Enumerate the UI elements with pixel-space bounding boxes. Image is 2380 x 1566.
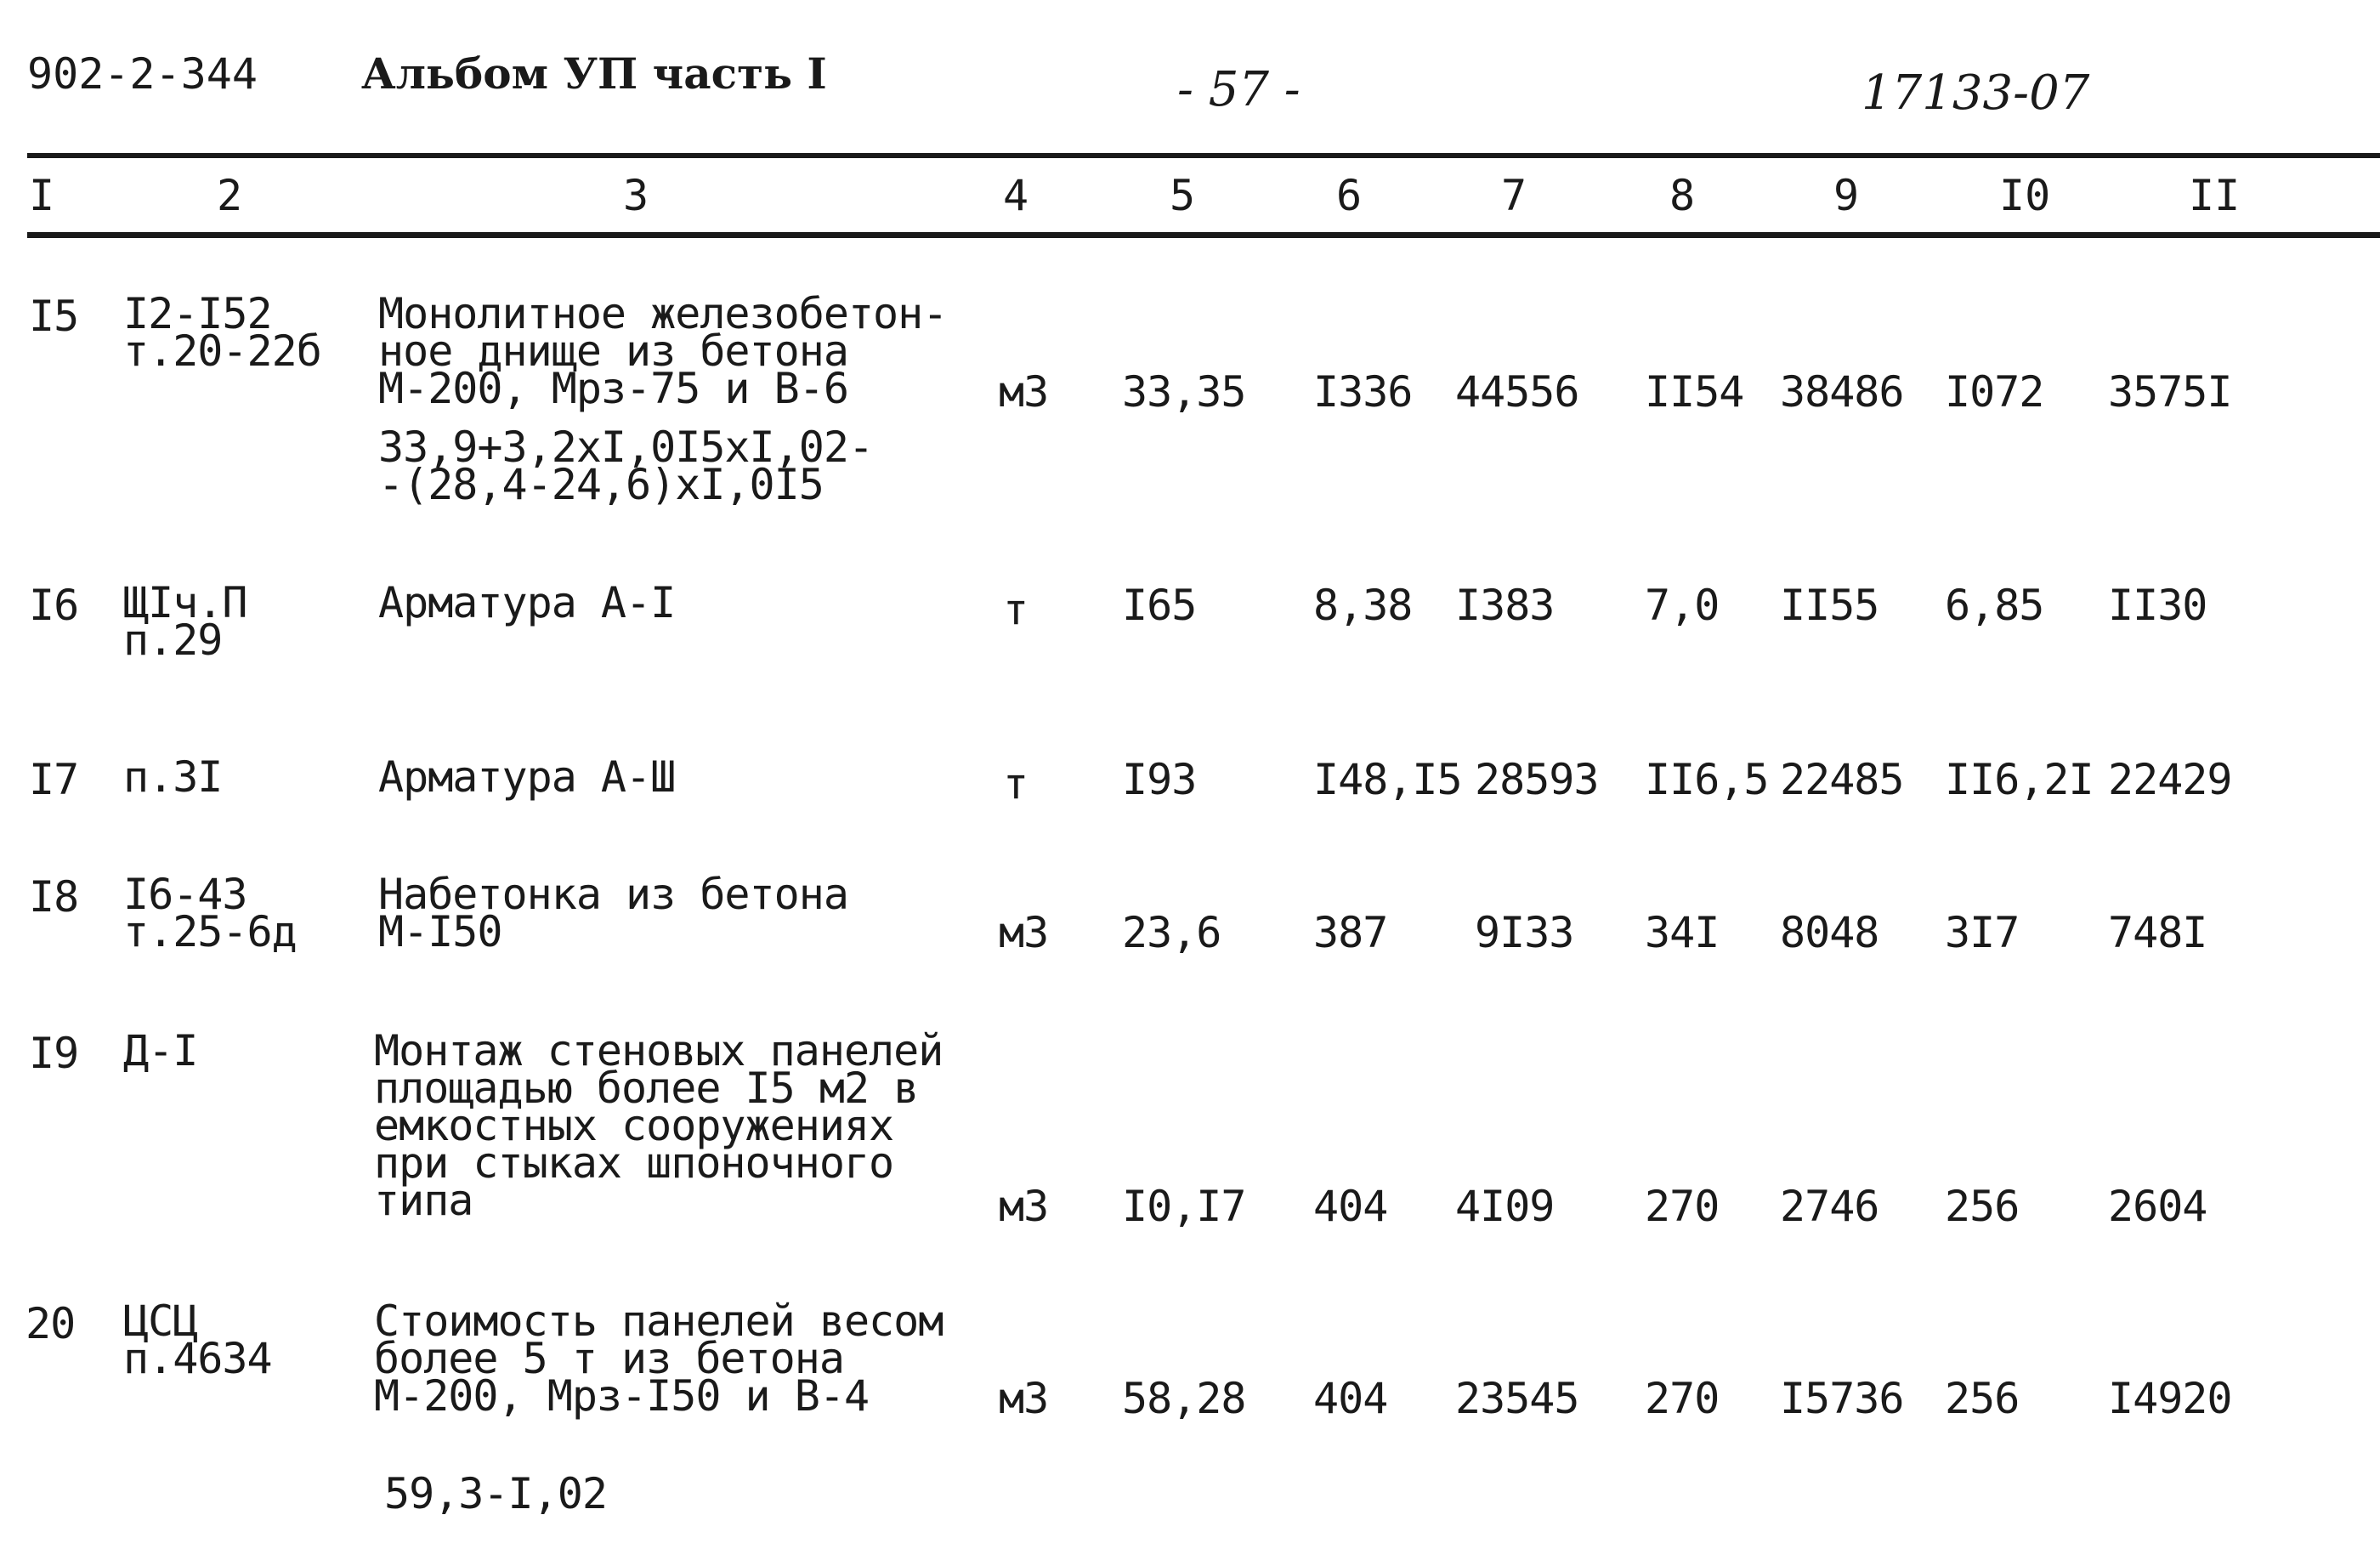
row-number: 20 [26,1299,76,1348]
cell-col8: 7,0 [1645,581,1720,630]
column-header: 3 [623,171,649,220]
top-rule [27,153,2380,158]
column-header: 2 [217,171,243,220]
quantity: I0,I7 [1122,1182,1246,1231]
cell-col7: 23545 [1455,1374,1579,1423]
cell-col8: 34I [1645,908,1720,957]
cell-col7: 44556 [1455,367,1579,417]
unit: м3 [999,1182,1049,1231]
column-header: 6 [1336,171,1363,220]
cell-col8: 270 [1645,1182,1720,1231]
cell-col9: 38486 [1780,367,1904,417]
cell-col11: 3575I [2108,367,2232,417]
column-header: 8 [1669,171,1696,220]
cell-col8: II6,5 [1645,755,1769,804]
norm-code: Д-I [123,1026,198,1075]
unit: м3 [999,1374,1049,1423]
column-header: 5 [1170,171,1196,220]
unit: м3 [999,908,1049,957]
cell-col11: 748I [2108,908,2207,957]
cell-col8: 270 [1645,1374,1720,1423]
quantity-calculation: 33,9+3,2хI,0I5хI,02- -(28,4-24,6)хI,0I5 [378,423,874,509]
column-header: II [2189,171,2241,220]
unit: т [1003,585,1028,634]
quantity-calculation: 59,3-I,02 [384,1469,607,1518]
norm-code: п.3I [123,752,223,802]
work-description: Стоимость панелей весом более 5 т из бетона М-200, Мрз-I50 и В-4 [374,1296,944,1421]
cell-col11: I4920 [2108,1374,2232,1423]
cell-col7: 9I33 [1475,908,1574,957]
cell-col6: 404 [1313,1182,1388,1231]
norm-code: I6-43 т.25-6д [123,870,297,956]
work-description: Набетонка из бетона М-I50 [378,870,848,956]
cell-col10: I072 [1945,367,2044,417]
column-header: I0 [1999,171,2051,220]
cell-col10: 256 [1945,1182,2020,1231]
cell-col8: II54 [1645,367,1744,417]
cell-col11: 22429 [2108,755,2232,804]
work-description: Арматура А-I [378,578,676,627]
norm-code: I2-I52 т.20-22б [123,289,321,376]
cell-col10: 256 [1945,1374,2020,1423]
album-title: Альбом УП часть I [361,48,827,99]
column-header: 7 [1501,171,1527,220]
cell-col11: 2604 [2108,1182,2207,1231]
cell-col9: 22485 [1780,755,1904,804]
cell-col6: I336 [1313,367,1413,417]
quantity: 33,35 [1122,367,1246,417]
row-number: I8 [29,872,79,922]
cell-col6: 8,38 [1313,581,1413,630]
cell-col7: 4I09 [1455,1182,1555,1231]
work-description: Монтаж стеновых панелей площадью более I5 м2 в емкостных сооружениях при стыках шпоночного типа [374,1026,944,1225]
page-number: - 57 - [1177,62,1300,117]
norm-code: ЦСЦ п.4634 [123,1296,272,1383]
quantity: I93 [1122,755,1197,804]
column-header: 4 [1003,171,1029,220]
row-number: I9 [29,1029,79,1078]
row-number: I6 [29,581,79,630]
quantity: I65 [1122,581,1197,630]
cell-col9: 2746 [1780,1182,1879,1231]
cell-col10: II6,2I [1945,755,2094,804]
norm-code: ЩIч.П п.29 [123,578,247,665]
row-number: I5 [29,292,79,341]
cell-col10: 6,85 [1945,581,2044,630]
unit: т [1003,759,1028,809]
cell-col7: 28593 [1475,755,1599,804]
cell-col6: 404 [1313,1374,1388,1423]
cell-col9: 8048 [1780,908,1879,957]
header-bottom-rule [27,232,2380,238]
quantity: 58,28 [1122,1374,1246,1423]
cell-col7: I383 [1455,581,1555,630]
cell-col11: II30 [2108,581,2207,630]
archive-number: 17133-07 [1862,65,2090,121]
work-description: Арматура А-Ш [378,752,676,802]
cell-col6: 387 [1313,908,1388,957]
unit: м3 [999,367,1049,417]
cell-col9: II55 [1780,581,1879,630]
cell-col9: I5736 [1780,1374,1904,1423]
column-header: 9 [1833,171,1860,220]
document-code: 902-2-344 [27,49,258,99]
quantity: 23,6 [1122,908,1221,957]
row-number: I7 [29,755,79,804]
column-header: I [29,171,55,220]
cell-col10: 3I7 [1945,908,2020,957]
work-description: Монолитное железобетон- ное днище из бетона М-200, Мрз-75 и В-6 [378,289,948,413]
cell-col6: I48,I5 [1313,755,1462,804]
